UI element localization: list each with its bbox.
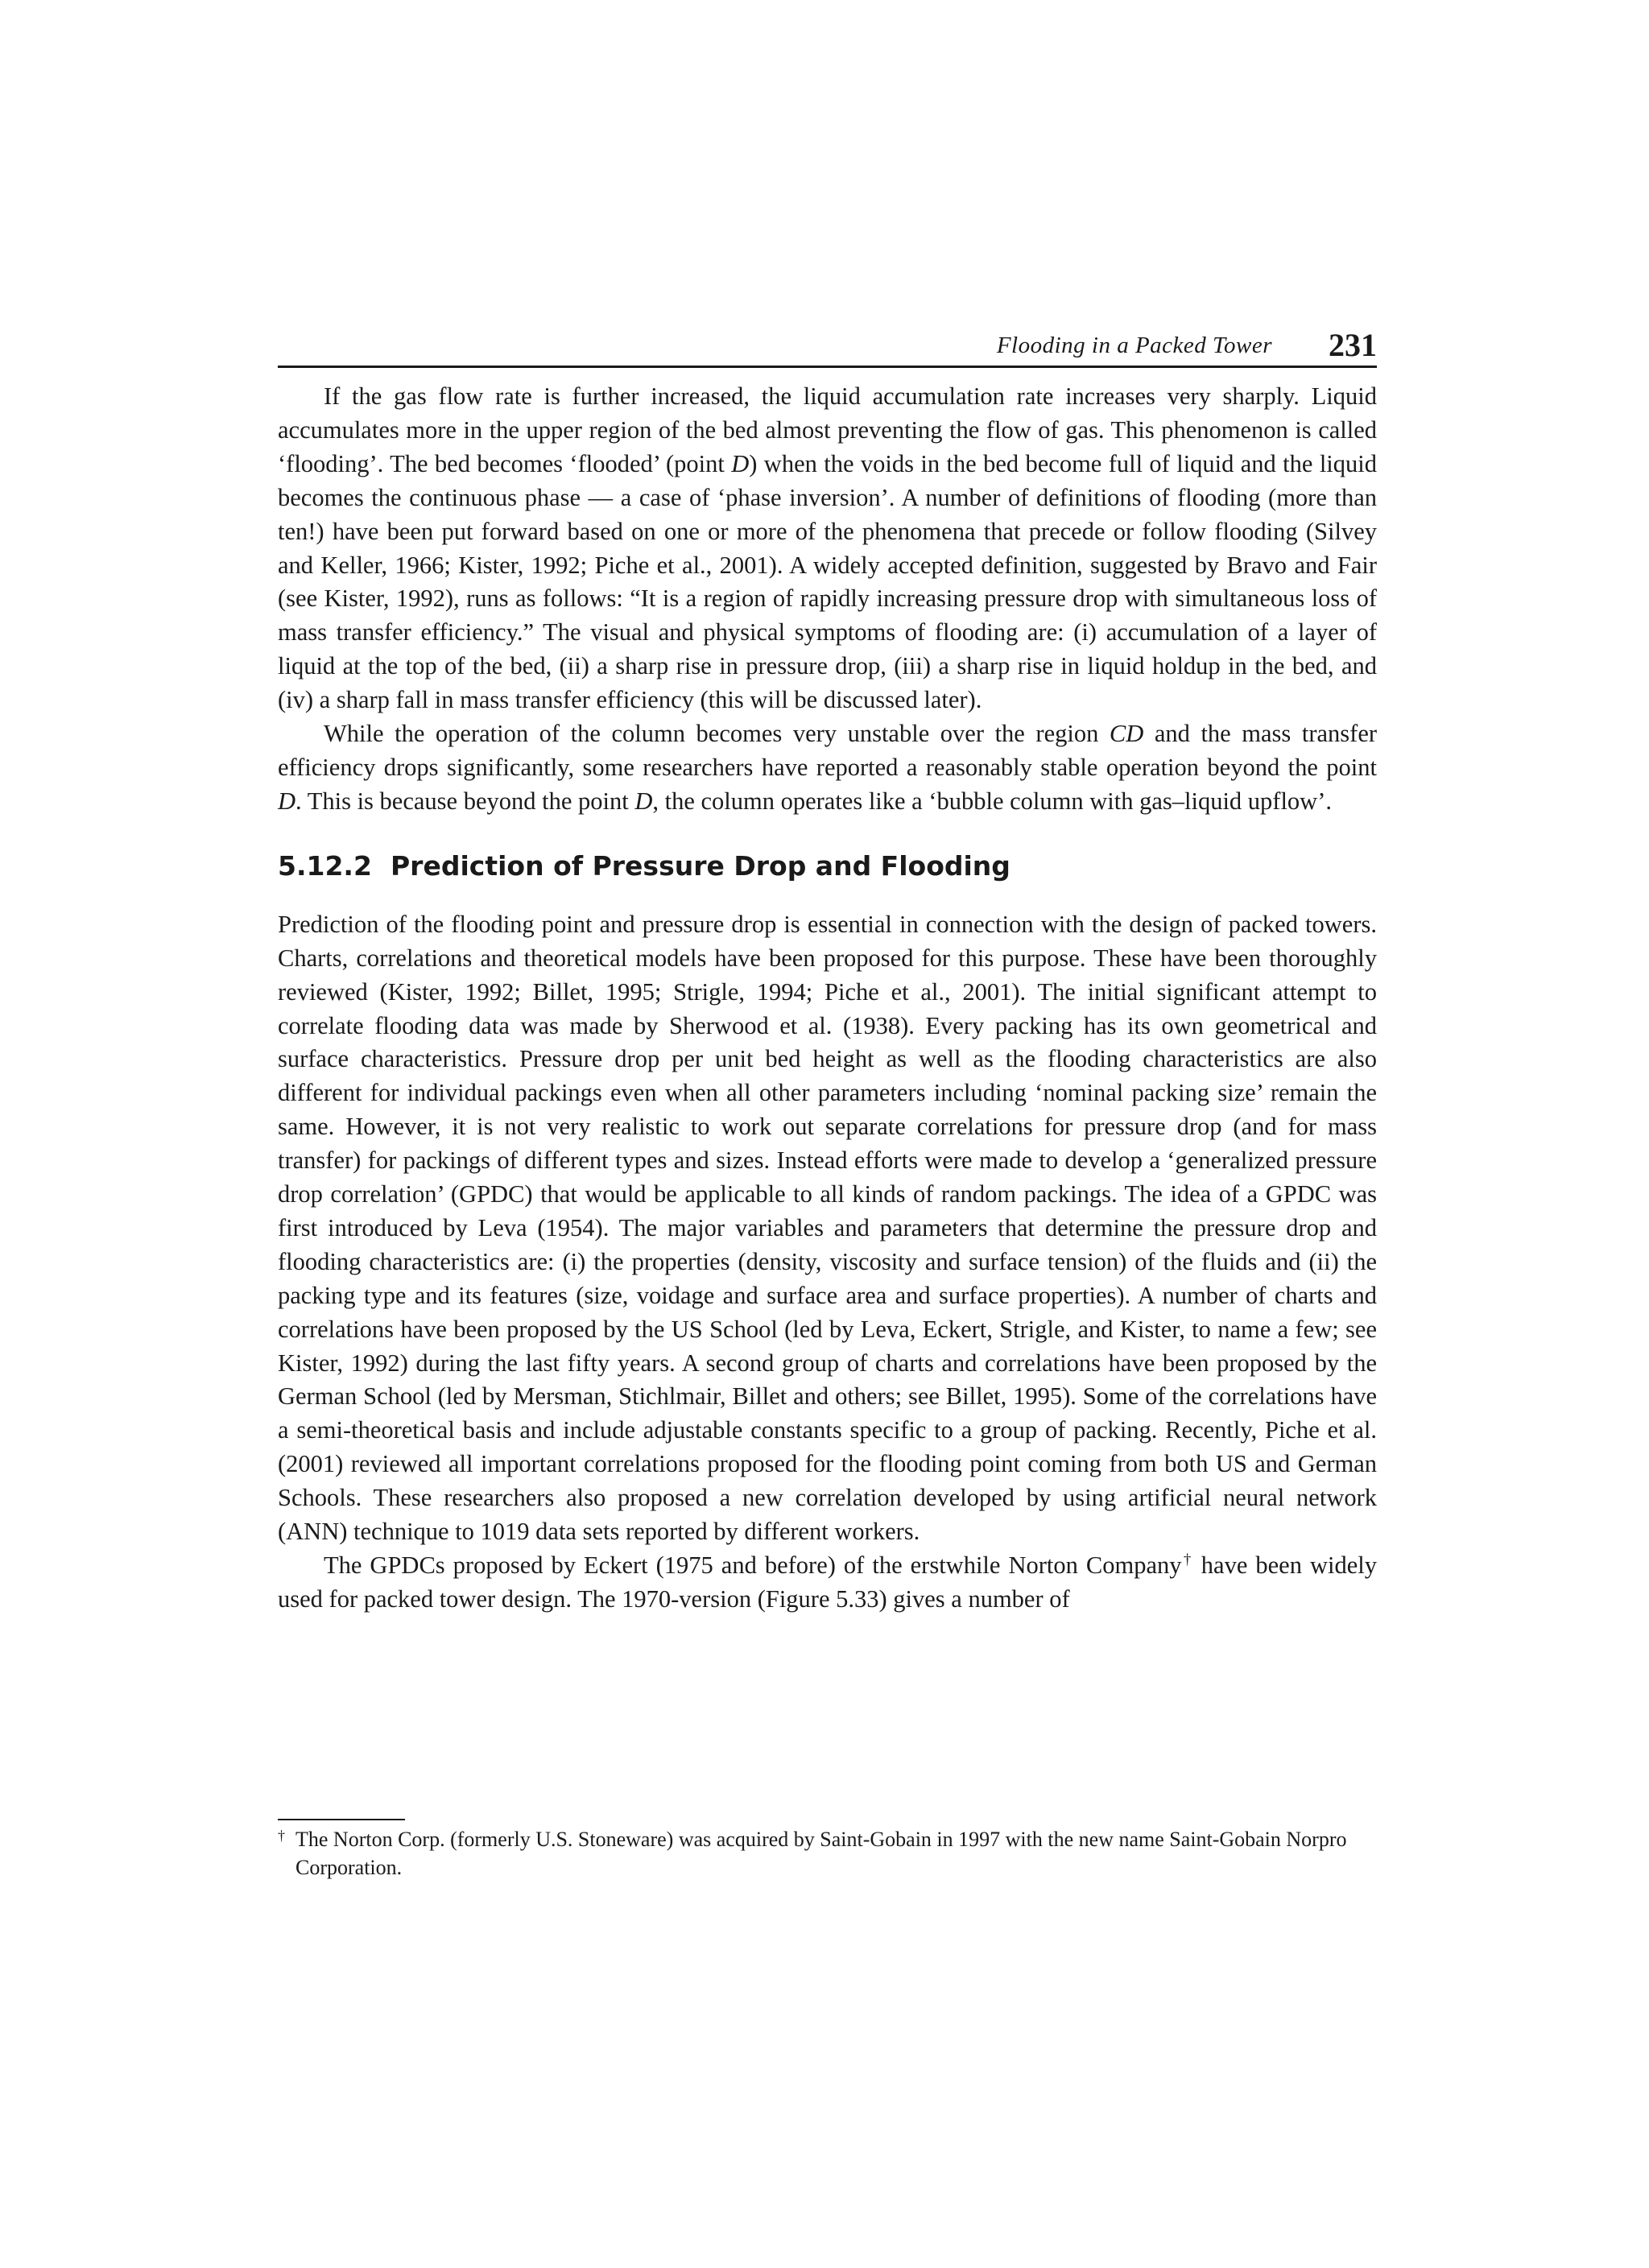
footnote-mark: † — [278, 1828, 285, 1844]
paragraph-flooding-description: If the gas flow rate is further increased, the liquid accumulation rate increases very sharply. Liquid accumulates more in the upper region of the bed almost preventing the flow of gas. This phenomenon is called ‘flooding’. The bed becomes ‘flooded’ (point D) when the voids in the bed become full of liquid and the liquid becomes the continuous phase — a case of ‘phase inversion’. A number of definitions of flooding (more than ten!) have been put forward based on one or more of the phenomena that precede or follow flooding (Silvey and Keller, 1966; Kister, 1992; Piche et al., 2001). A widely accepted definition, suggested by Bravo and Fair (see Kister, 1992), runs as follows: “It is a region of rapidly increasing pressure drop with simultaneous loss of mass transfer efficiency.” The visual and physical symptoms of flooding are: (i) accumulation of a layer of liquid at the top of the bed, (ii) a sharp rise in pressure drop, (iii) a sharp rise in liquid holdup in the bed, and (iv) a sharp fall in mass transfer efficiency (this will be discussed later). — [278, 382, 1377, 714]
page-header — [278, 320, 1377, 368]
page-number: 231 — [1329, 327, 1377, 363]
footnote-divider — [278, 1819, 405, 1820]
point-label: D — [634, 787, 653, 815]
footnote-text: The Norton Corp. (formerly U.S. Stoneware) was acquired by Saint-Gobain in 1997 with the new name Saint-Gobain Norpro Corporation. — [295, 1828, 1347, 1879]
body-text — [278, 380, 1377, 1617]
running-title: Flooding in a Packed Tower — [996, 333, 1272, 358]
paragraph-unstable-operation: While the operation of the column becomes very unstable over the region CD and the mass transfer efficiency drops significantly, some researchers have reported a reasonably stable operation beyond the point D. This is because beyond the point D, the column operates like a ‘bubble column with gas–liquid upflow’. — [278, 720, 1378, 815]
point-label: D — [278, 787, 296, 815]
section-heading — [278, 850, 1377, 882]
footnote-reference: † — [1181, 1551, 1193, 1568]
region-label: CD — [1109, 720, 1144, 748]
paragraph-prediction-overview: Prediction of the flooding point and pressure drop is essential in connection with the design of packed towers. Charts, correlations and theoretical models have been proposed for this purpose. These have been thoroughly reviewed (Kister, 1992; Billet, 1995; Strigle, 1994; Piche et al., 2001). The initial significant attempt to correlate flooding data was made by Sherwood et al. (1938). Every packing has its own geometrical and surface characteristics. Pressure drop per unit bed height as well as the flooding characteristics are also different for individual packings even when all other parameters including ‘nominal packing size’ remain the same. However, it is not very realistic to work out separate correlations for pressure drop (and for mass transfer) for packings of different types and sizes. Instead efforts were made to develop a ‘generalized pressure drop correlation’ (GPDC) that would be applicable to all kinds of random packings. The idea of a GPDC was first introduced by Leva (1954). The major variables and parameters that determine the pressure drop and flooding characteristics are: (i) the properties (density, viscosity and surface tension) of the fluids and (ii) the packing type and its features (size, voidage and surface area and surface properties). A number of charts and correlations have been proposed by the US School (led by Leva, Eckert, Strigle, and Kister, to name a few; see Kister, 1992) during the last fifty years. A second group of charts and correlations have been proposed by the German School (led by Mersman, Stichlmair, Billet and others; see Billet, 1995). Some of the correlations have a semi-theoretical basis and include adjustable constants specific to a group of packing. Recently, Piche et al. (2001) reviewed all important correlations proposed for the flooding point coming from both US and German Schools. These researchers also proposed a new correlation developed by using artificial neural network (ANN) technique to 1019 data sets reported by different workers. — [278, 910, 1377, 1546]
point-label: D — [731, 449, 750, 477]
paragraph-gpdc-eckert: The GPDCs proposed by Eckert (1975 and before) of the erstwhile Norton Company† have been widely used for packed tower design. The 1970-version (Figure 5.33) gives a number of — [278, 1551, 1377, 1613]
section-number: 5.12.2 — [278, 849, 372, 882]
footnote — [278, 1825, 1377, 1882]
section-title: Prediction of Pressure Drop and Flooding — [391, 849, 1010, 882]
